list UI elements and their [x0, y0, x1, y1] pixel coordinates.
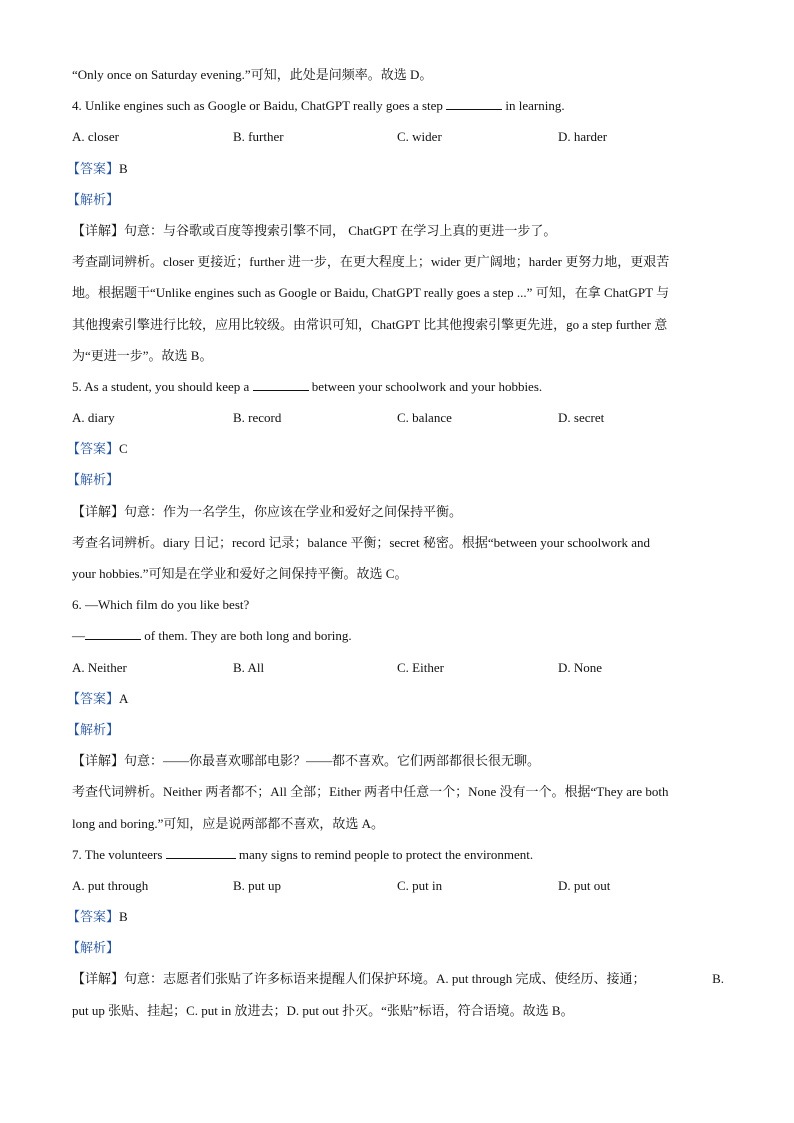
paragraph-line: [72, 218, 732, 249]
text-segment: 其他搜索引擎进行比较，应用比较级。由常识可知，ChatGPT 比其他搜索引擎更先进，go a step further 意: [72, 316, 668, 332]
text-segment: 为“更进一步”。故选 B。: [72, 347, 213, 363]
option-d: D. secret: [558, 410, 605, 426]
option-d: D. None: [558, 659, 603, 675]
text-segment: 【详解】句意：志愿者们张贴了许多标语来提醒人们保护环境。A. put through 完成、使经历、接通；: [72, 971, 646, 987]
option-a: A. diary: [72, 410, 115, 426]
text-segment: B.: [712, 971, 724, 987]
question-stem-before: 4. Unlike engines such as Google or Baidu, ChatGPT really goes a step: [72, 98, 447, 114]
option-a: A. closer: [72, 129, 119, 145]
answer-blank[interactable]: [166, 847, 236, 859]
answer-label: 【答案】: [67, 441, 120, 457]
question-stem-after: of them. They are both long and boring.: [141, 628, 352, 644]
answer-blank[interactable]: [253, 379, 309, 391]
analysis-heading: [67, 187, 732, 218]
option-a: A. Neither: [72, 659, 127, 675]
text-segment: 【详解】句意：——你最喜欢哪部电影？——都不喜欢。它们两部都很长很无聊。: [72, 753, 541, 769]
paragraph-line: [72, 280, 724, 311]
question-line: [72, 623, 732, 654]
text-segment: 6. —Which film do you like best?: [72, 597, 250, 613]
answer-label: 【答案】: [67, 909, 120, 925]
answer-label: 【答案】: [67, 160, 120, 176]
option-c: C. Either: [397, 659, 444, 675]
answer-line: [67, 904, 732, 935]
paragraph-line: [72, 966, 724, 997]
answer-value: B: [119, 160, 128, 176]
text-segment: your hobbies.”可知是在学业和爱好之间保持平衡。故选 C。: [72, 566, 408, 581]
question-stem-before: 7. The volunteers: [72, 846, 166, 862]
paragraph-line: [72, 748, 732, 779]
paragraph-line: [72, 592, 732, 623]
text-segment: 【详解】句意：与谷歌或百度等搜索引擎不同， ChatGPT 在学习上真的更进一步了。: [72, 222, 557, 238]
answer-line: [67, 156, 732, 187]
analysis-heading: [67, 717, 732, 748]
option-b: B. All: [233, 659, 265, 675]
analysis-label: 【解析】: [67, 472, 120, 488]
answer-line: [67, 686, 732, 717]
question-stem-before: 5. As a student, you should keep a: [72, 378, 253, 394]
option-c: C. wider: [397, 129, 442, 145]
option-b: B. put up: [233, 877, 282, 893]
option-b: B. further: [233, 129, 284, 145]
paragraph-line: [72, 62, 732, 93]
text-segment: 考查副词辨析。closer 更接近；further 进一步，在更大程度上；wider 更广阔地；harder 更努力地，更艰苦: [72, 254, 670, 270]
option-b: B. record: [233, 410, 282, 426]
text-segment: 【详解】句意：作为一名学生，你应该在学业和爱好之间保持平衡。: [72, 503, 463, 519]
paragraph-line: [72, 998, 732, 1029]
analysis-label: 【解析】: [67, 721, 120, 737]
question-stem-after: between your schoolwork and your hobbies.: [308, 378, 543, 394]
paragraph-line: [72, 530, 732, 561]
analysis-label: 【解析】: [67, 191, 120, 207]
question-line: [72, 842, 732, 873]
option-d: D. harder: [558, 129, 608, 145]
paragraph-line: [72, 499, 732, 530]
paragraph-line: [72, 312, 724, 343]
paragraph-line: [72, 343, 732, 374]
answer-value: B: [119, 909, 128, 925]
document-page: [67, 62, 732, 1029]
paragraph-line: [72, 779, 724, 810]
text-segment: 考查代词辨析。Neither 两者都不；All 全部；Either 两者中任意一个；None 没有一个。根据“They are both: [72, 784, 669, 800]
answer-label: 【答案】: [67, 690, 120, 706]
text-segment: 地。根据题干“Unlike engines such as Google or Baidu, ChatGPT really goes a step ...” 可知，在拿 ChatGPT 与: [72, 285, 670, 301]
question-line: [72, 93, 732, 124]
question-line: [72, 374, 732, 405]
question-stem-after: in learning.: [502, 98, 565, 114]
question-stem-after: many signs to remind people to protect the environment.: [235, 846, 534, 862]
options-row: [72, 405, 732, 436]
option-c: C. put in: [397, 877, 443, 893]
answer-value: A: [119, 690, 129, 706]
answer-line: [67, 436, 732, 467]
analysis-label: 【解析】: [67, 940, 120, 956]
text-segment: long and boring.”可知，应是说两部都不喜欢，故选 A。: [72, 815, 384, 831]
answer-blank[interactable]: [85, 628, 141, 640]
paragraph-line: [72, 561, 732, 592]
text-segment: 考查名词辨析。diary 日记；record 记录；balance 平衡；secret 秘密。根据“between your schoolwork and: [72, 534, 650, 550]
analysis-heading: [67, 935, 732, 966]
options-row: [72, 873, 732, 904]
text-segment: “Only once on Saturday evening.”可知，此处是问频率。故选 D。: [72, 67, 433, 82]
answer-value: C: [119, 441, 128, 457]
option-d: D. put out: [558, 877, 611, 893]
option-c: C. balance: [397, 410, 452, 426]
options-row: [72, 124, 732, 155]
option-a: A. put through: [72, 877, 149, 893]
question-stem-before: —: [72, 628, 85, 644]
text-segment: put up 张贴、挂起；C. put in 放进去；D. put out 扑灭。“张贴”标语，符合语境。故选 B。: [72, 1002, 574, 1018]
analysis-heading: [67, 467, 732, 498]
options-row: [72, 655, 732, 686]
paragraph-line: [72, 249, 724, 280]
paragraph-line: [72, 811, 732, 842]
answer-blank[interactable]: [446, 98, 502, 110]
